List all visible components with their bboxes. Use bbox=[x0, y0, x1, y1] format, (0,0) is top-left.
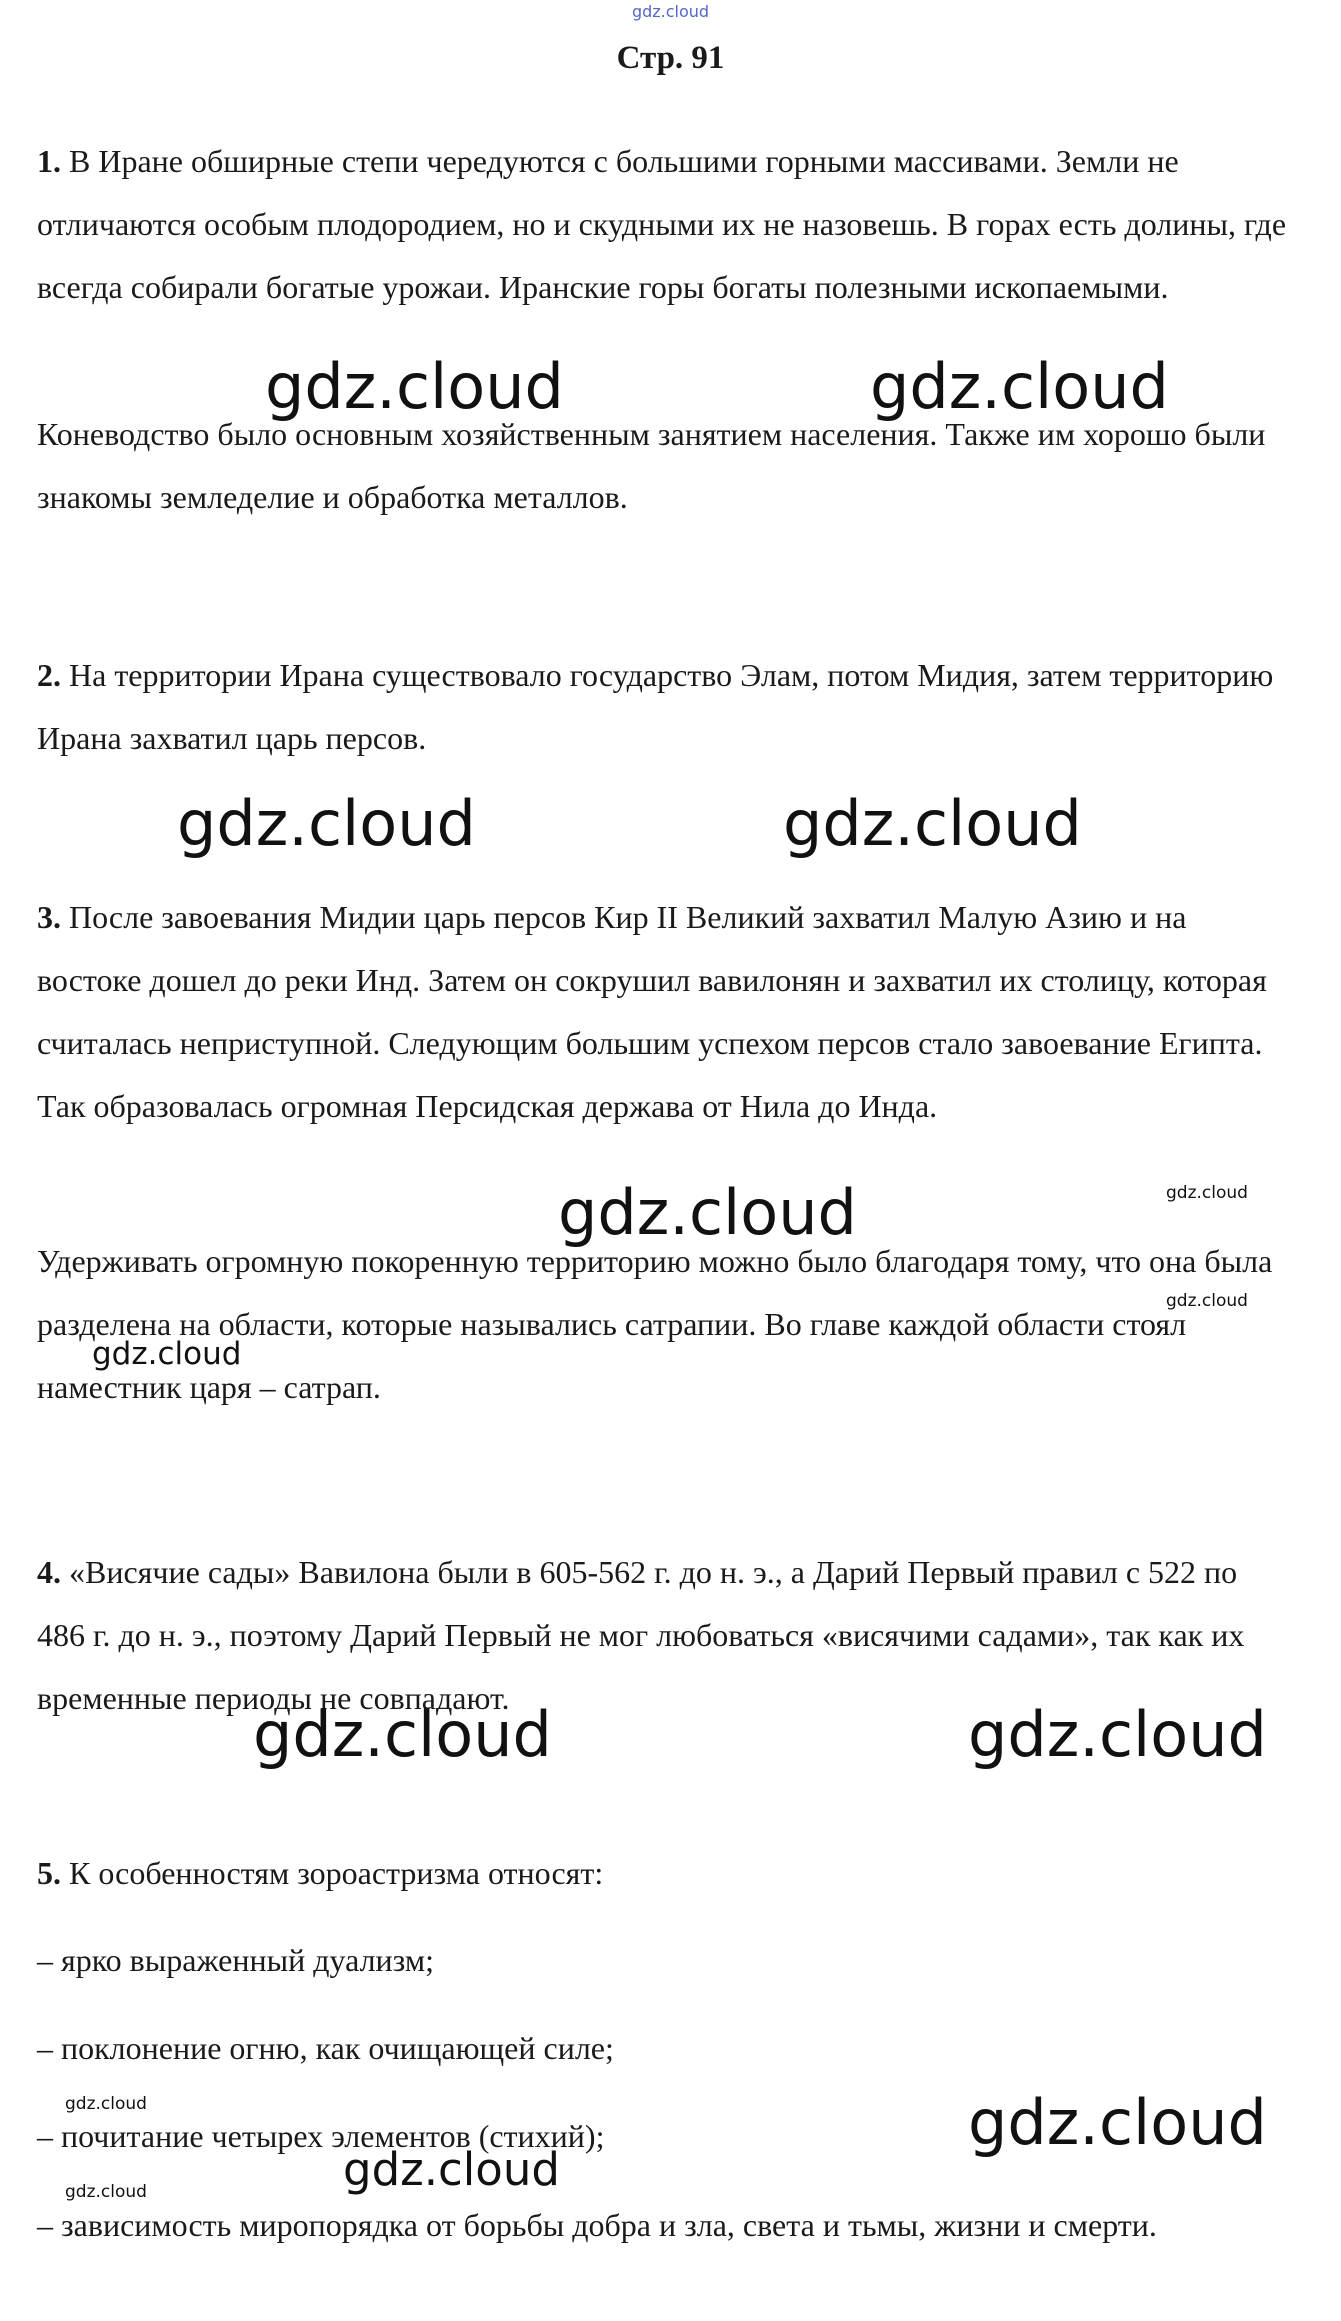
answer-1-paragraph-1 bbox=[37, 130, 1287, 319]
answer-number: 4. bbox=[37, 1554, 61, 1590]
answer-number: 3. bbox=[37, 899, 61, 935]
list-item: – почитание четырех элементов (стихий); bbox=[37, 2118, 605, 2154]
answer-text: После завоевания Мидии царь персов Кир II Великий захватил Малую Азию и на востоке дошел до реки Инд. Затем он сокрушил вавилонян и захватил их столицу, которая считалась неприступной. Следующим большим успехом персов стало завоевание Египта. Так образовалась огромная Персидская держава от Нила до Инда. bbox=[37, 899, 1267, 1124]
answer-5-intro bbox=[37, 1842, 1287, 1905]
watermark: gdz.cloud bbox=[1166, 1183, 1248, 1203]
page-title: Стр. 91 bbox=[616, 40, 725, 76]
answer-text: На территории Ирана существовало государство Элам, потом Мидия, затем территорию Ирана захватил царь персов. bbox=[37, 657, 1274, 756]
watermark: gdz.cloud bbox=[968, 2086, 1267, 2159]
answer-3-paragraph-1 bbox=[37, 886, 1287, 1138]
answer-text: Коневодство было основным хозяйственным занятием населения. Также им хорошо были знакомы земледелие и обработка металлов. bbox=[37, 416, 1266, 515]
watermark: gdz.cloud bbox=[870, 350, 1169, 423]
answer-text: «Висячие сады» Вавилона были в 605-562 г. до н. э., а Дарий Первый правил с 522 по 486 г. до н. э., поэтому Дарий Первый не мог любоваться «висячими садами», так как их временные периоды не совпадают. bbox=[37, 1554, 1245, 1716]
watermark: gdz.cloud bbox=[558, 1176, 857, 1249]
answer-3-paragraph-2 bbox=[37, 1230, 1287, 1419]
answer-number: 1. bbox=[37, 143, 61, 179]
answer-text: К особенностям зороастризма относят: bbox=[69, 1855, 604, 1891]
watermark: gdz.cloud bbox=[343, 2143, 560, 2196]
answer-2-paragraph-1 bbox=[37, 644, 1287, 770]
list-item: – зависимость миропорядка от борьбы добра и зла, света и тьмы, жизни и смерти. bbox=[37, 2207, 1157, 2243]
answer-text: В Иране обширные степи чередуются с большими горными массивами. Земли не отличаются особым плодородием, но и скудными их не назовешь. В горах есть долины, где всегда собирали богатые урожаи. Иранские горы богаты полезными ископаемыми. bbox=[37, 143, 1287, 305]
watermark: gdz.cloud bbox=[968, 1698, 1267, 1771]
answer-text: Удерживать огромную покоренную территорию можно было благодаря тому, что она была разделена на области, которые назывались сатрапии. Во главе каждой области стоял наместник царя – сатрап. bbox=[37, 1243, 1273, 1405]
watermark: gdz.cloud bbox=[177, 787, 476, 860]
watermark: gdz.cloud bbox=[65, 2094, 147, 2114]
top-watermark: gdz.cloud bbox=[631, 2, 710, 21]
watermark: gdz.cloud bbox=[1166, 1291, 1248, 1311]
list-item: – ярко выраженный дуализм; bbox=[37, 1942, 434, 1978]
watermark: gdz.cloud bbox=[92, 1336, 242, 1372]
answer-number: 2. bbox=[37, 657, 61, 693]
answer-number: 5. bbox=[37, 1855, 61, 1891]
watermark: gdz.cloud bbox=[265, 350, 564, 423]
watermark: gdz.cloud bbox=[253, 1698, 552, 1771]
list-item: – поклонение огню, как очищающей силе; bbox=[37, 2030, 614, 2066]
watermark: gdz.cloud bbox=[783, 787, 1082, 860]
watermark: gdz.cloud bbox=[65, 2182, 147, 2202]
